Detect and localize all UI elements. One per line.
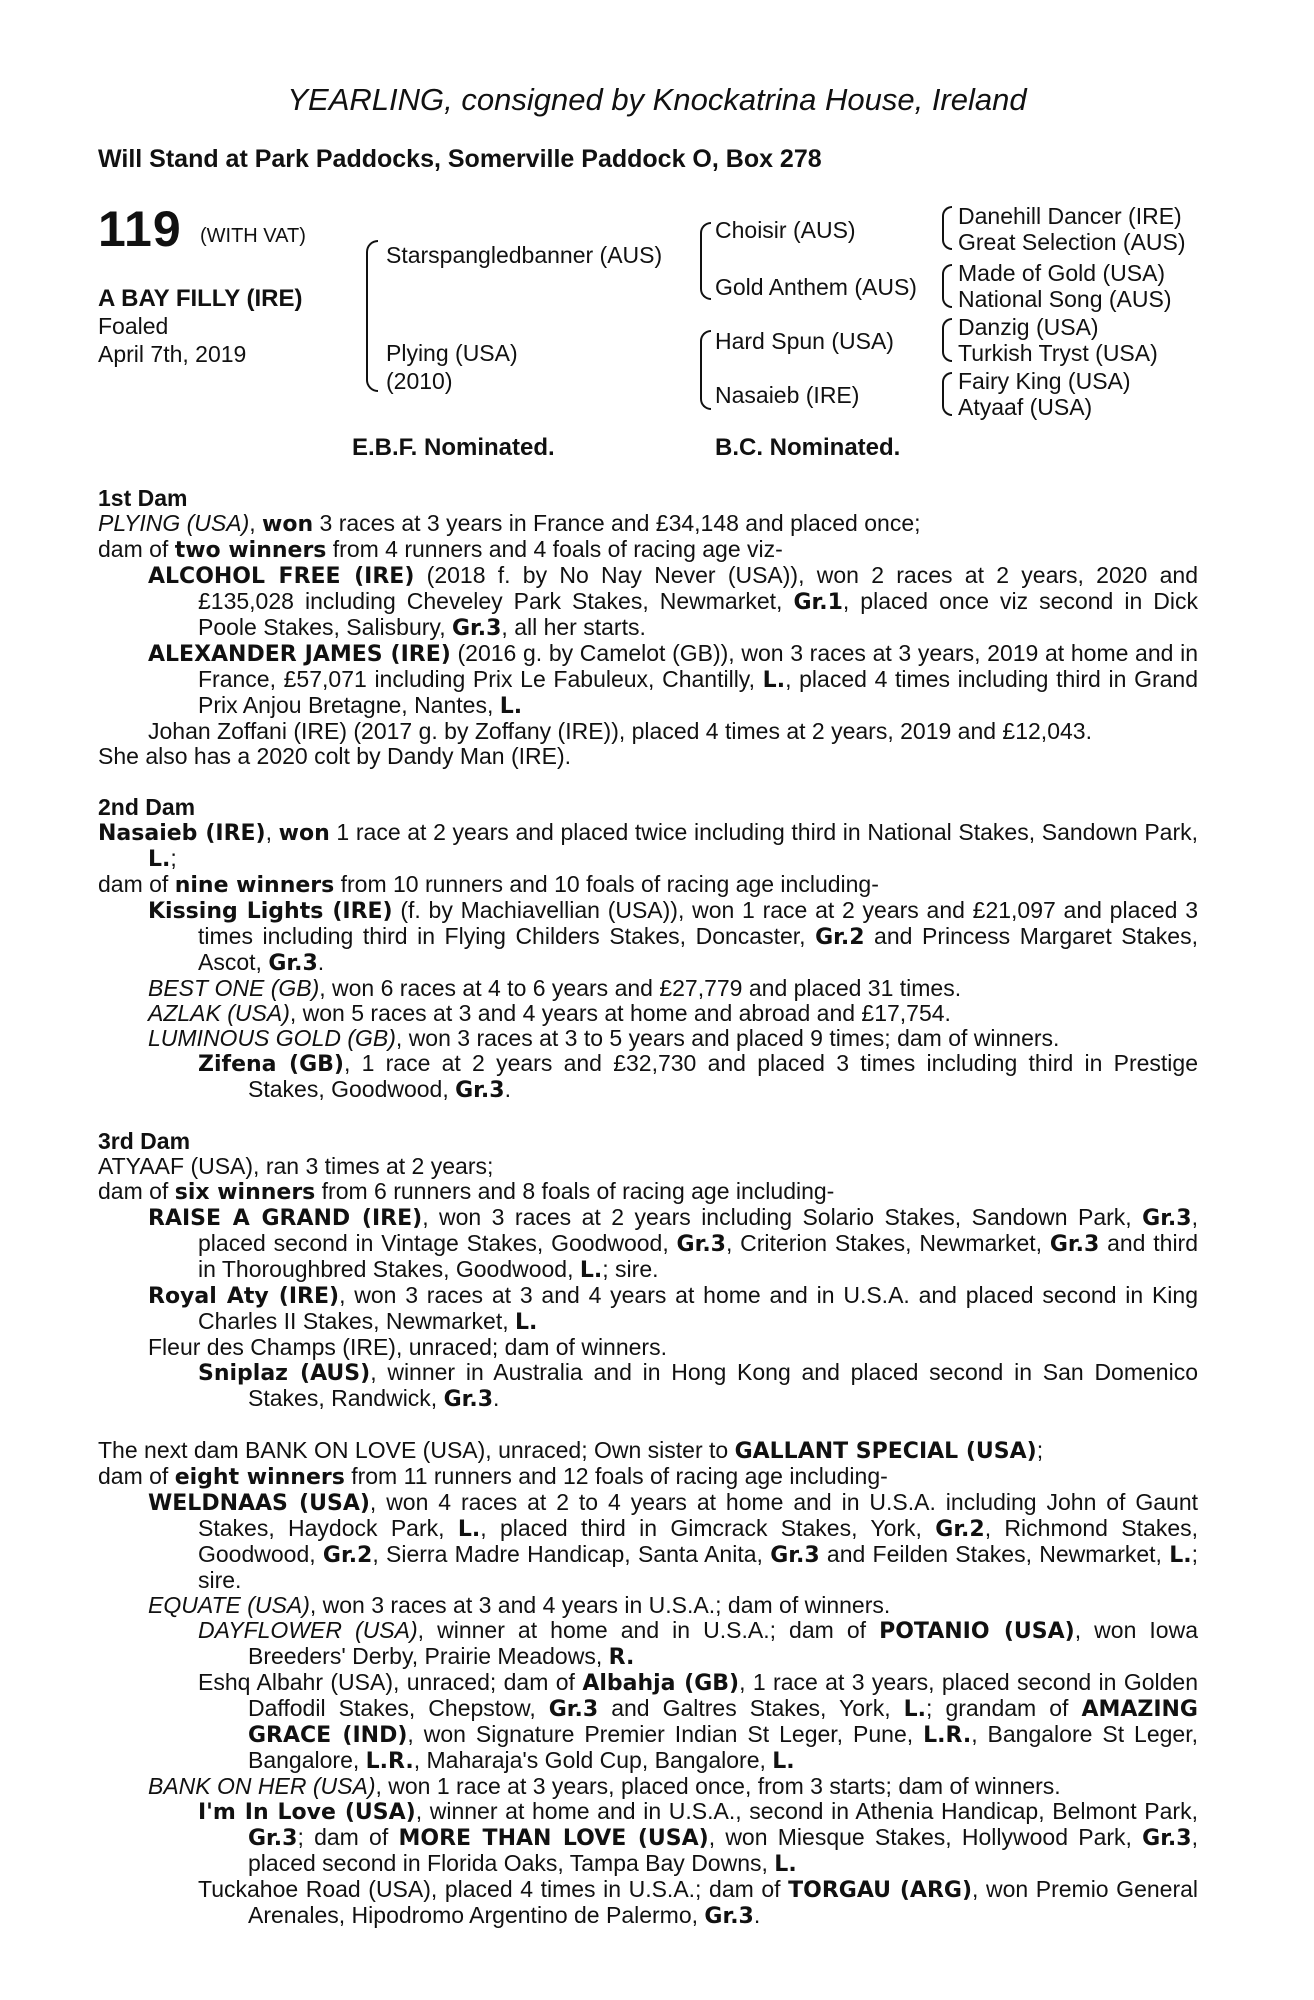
third-dam-produce-2: Royal Aty (IRE), won 3 races at 3 and 4 years at home and in U.S.A. and placed second in King Charles II Stakes, Newmarket, L.: [148, 1282, 1199, 1335]
pedigree-brace-g1: [942, 206, 952, 250]
third-dam-record: ATYAAF (USA), ran 3 times at 2 years;: [98, 1153, 494, 1179]
pedigree-sire-dam: Gold Anthem (AUS): [715, 274, 917, 300]
pedigree-g7: Fairy King (USA): [958, 368, 1131, 394]
first-dam-heading: 1st Dam: [98, 485, 188, 511]
foaled-info: [98, 312, 246, 368]
first-dam-produce-1: ALCOHOL FREE (IRE) (2018 f. by No Nay Never (USA)), won 2 races at 2 years, 2020 and £135,028 including Cheveley Park Stakes, Newmarket, Gr.1, placed once viz second in Dick Poole Stakes, Salisbury, Gr.3, all her starts.: [148, 562, 1198, 641]
stand-location: Will Stand at Park Paddocks, Somerville Paddock O, Box 278: [98, 145, 822, 173]
second-dam-produce-1: Kissing Lights (IRE) (f. by Machiavellian (USA)), won 1 race at 2 years and £21,097 and placed 3 times including third in Flying Childers Stakes, Doncaster, Gr.2 and Princess Margaret Stakes, Ascot, Gr.3.: [148, 897, 1198, 976]
catalogue-heading: YEARLING, consigned by Knockatrina House, Ireland: [287, 82, 1027, 117]
first-dam-record: PLYING (USA), won 3 races at 3 years in France and £34,148 and placed once;: [98, 510, 921, 537]
pedigree-brace-dam: [700, 330, 711, 410]
lot-number: 119: [98, 201, 182, 257]
pedigree-dam-year: (2010): [386, 368, 453, 394]
next-dam-grandproduce-2: Eshq Albahr (USA), unraced; dam of Albahja (GB), 1 race at 3 years, placed second in Golden Daffodil Stakes, Chepstow, Gr.3 and Galtres Stakes, York, L.; grandam of AMAZING GRACE (IND), won Signature Premier Indian St Leger, Pune, L.R., Bangalore St Leger, Bangalore, L.R., Maharaja's Gold Cup, Bangalore, L.: [198, 1669, 1198, 1774]
second-dam-produce-summary: dam of nine winners from 10 runners and 10 foals of racing age including-: [98, 871, 879, 898]
third-dam-produce-1: RAISE A GRAND (IRE), won 3 races at 2 years including Solario Stakes, Sandown Park, Gr.3, placed second in Vintage Stakes, Goodwood, Gr.3, Criterion Stakes, Newmarket, Gr.3 and third in Thoroughbred Stakes, Goodwood, L.; sire.: [148, 1204, 1198, 1283]
first-dam-produce-4: She also has a 2020 colt by Dandy Man (IRE).: [98, 743, 572, 769]
second-dam-record: Nasaieb (IRE), won 1 race at 2 years and placed twice including third in National Stakes, Sandown Park, L.;: [98, 819, 1198, 872]
second-dam-produce-4: LUMINOUS GOLD (GB), won 3 races at 3 to 5 years and placed 9 times; dam of winners.: [148, 1025, 1060, 1051]
next-dam-produce-2: EQUATE (USA), won 3 races at 3 and 4 years in U.S.A.; dam of winners.: [148, 1592, 891, 1618]
next-dam-produce-summary: dam of eight winners from 11 runners and 12 foals of racing age including-: [98, 1463, 888, 1490]
horse-name: A BAY FILLY (IRE): [98, 285, 303, 312]
vat-note: (WITH VAT): [200, 225, 306, 247]
catalogue-body: [98, 486, 1198, 1929]
third-dam-produce-3: Fleur des Champs (IRE), unraced; dam of winners.: [148, 1334, 667, 1360]
pedigree-dam-dam: Nasaieb (IRE): [715, 382, 860, 408]
next-dam-produce-1: WELDNAAS (USA), won 4 races at 2 to 4 years at home and in U.S.A. including John of Gaunt Stakes, Haydock Park, L., placed third in Gimcrack Stakes, York, Gr.2, Richmond Stakes, Goodwood, Gr.2, Sierra Madre Handicap, Santa Anita, Gr.3 and Feilden Stakes, Newmarket, L.; sire.: [148, 1489, 1199, 1593]
pedigree-dam-sire: Hard Spun (USA): [715, 328, 894, 354]
pedigree-g4: National Song (AUS): [958, 286, 1172, 312]
pedigree-sire-sire: Choisir (AUS): [715, 217, 856, 243]
pedigree-brace-sire-join: [686, 240, 694, 282]
pedigree-g2: Great Selection (AUS): [958, 229, 1186, 255]
third-dam-grandproduce-1: Sniplaz (AUS), winner in Australia and in Hong Kong and placed second in San Domenico Stakes, Randwick, Gr.3.: [198, 1359, 1198, 1412]
next-dam-grandproduce-1: DAYFLOWER (USA), winner at home and in U.S.A.; dam of POTANIO (USA), won Iowa Breeders' Derby, Prairie Meadows, R.: [198, 1617, 1198, 1670]
pedigree-sire: Starspangledbanner (AUS): [386, 242, 663, 268]
pedigree-g1: Danehill Dancer (IRE): [958, 203, 1182, 229]
pedigree-brace-g2: [942, 264, 952, 308]
pedigree-brace-sire: [700, 222, 711, 300]
pedigree-brace-g3: [942, 318, 952, 362]
foaled-label: Foaled: [98, 313, 169, 339]
pedigree-g8: Atyaaf (USA): [958, 394, 1093, 420]
second-dam-produce-3: AZLAK (USA), won 5 races at 3 and 4 years at home and abroad and £17,754.: [148, 1000, 951, 1026]
second-dam-grandproduce-1: Zifena (GB), 1 race at 2 years and £32,730 and placed 3 times including third in Prestige Stakes, Goodwood, Gr.3.: [198, 1050, 1199, 1103]
first-dam-produce-2: ALEXANDER JAMES (IRE) (2016 g. by Camelot (GB)), won 3 races at 3 years, 2019 at home and in France, £57,071 including Prix Le Fabuleux, Chantilly, L., placed 4 times including third in Grand Prix Anjou Bretagne, Nantes, L.: [148, 640, 1199, 719]
third-dam-heading: 3rd Dam: [98, 1128, 191, 1154]
next-dam-grandproduce-3: I'm In Love (USA), winner at home and in U.S.A., second in Athenia Handicap, Belmont Park, Gr.3; dam of MORE THAN LOVE (USA), won Miesque Stakes, Hollywood Park, Gr.3, placed second in Florida Oaks, Tampa Bay Downs, L.: [198, 1798, 1198, 1877]
bc-nominated: B.C. Nominated.: [715, 434, 901, 461]
first-dam-produce-summary: dam of two winners from 4 runners and 4 foals of racing age viz-: [98, 536, 783, 563]
second-dam-heading: 2nd Dam: [98, 794, 196, 820]
pedigree-g5: Danzig (USA): [958, 314, 1099, 340]
ebf-nominated: E.B.F. Nominated.: [352, 434, 555, 461]
pedigree-brace-main: [366, 240, 378, 392]
next-dam-produce-3: BANK ON HER (USA), won 1 race at 3 years, placed once, from 3 starts; dam of winners.: [148, 1773, 1061, 1799]
pedigree-dam: Plying (USA): [386, 340, 518, 366]
next-dam-record: The next dam BANK ON LOVE (USA), unraced; Own sister to GALLANT SPECIAL (USA);: [98, 1437, 1044, 1464]
next-dam-grandproduce-4: Tuckahoe Road (USA), placed 4 times in U.S.A.; dam of TORGAU (ARG), won Premio General Arenales, Hipodromo Argentino de Palermo, Gr.3.: [198, 1876, 1199, 1929]
pedigree-g3: Made of Gold (USA): [958, 260, 1166, 286]
first-dam-produce-3: Johan Zoffani (IRE) (2017 g. by Zoffany (IRE)), placed 4 times at 2 years, 2019 and £12,043.: [148, 718, 1092, 744]
pedigree-g6: Turkish Tryst (USA): [958, 340, 1158, 366]
pedigree-brace-g4: [942, 372, 952, 416]
second-dam-produce-2: BEST ONE (GB), won 6 races at 4 to 6 years and £27,779 and placed 31 times.: [148, 975, 962, 1001]
foaled-date: April 7th, 2019: [98, 341, 247, 367]
third-dam-produce-summary: dam of six winners from 6 runners and 8 foals of racing age including-: [98, 1178, 835, 1205]
